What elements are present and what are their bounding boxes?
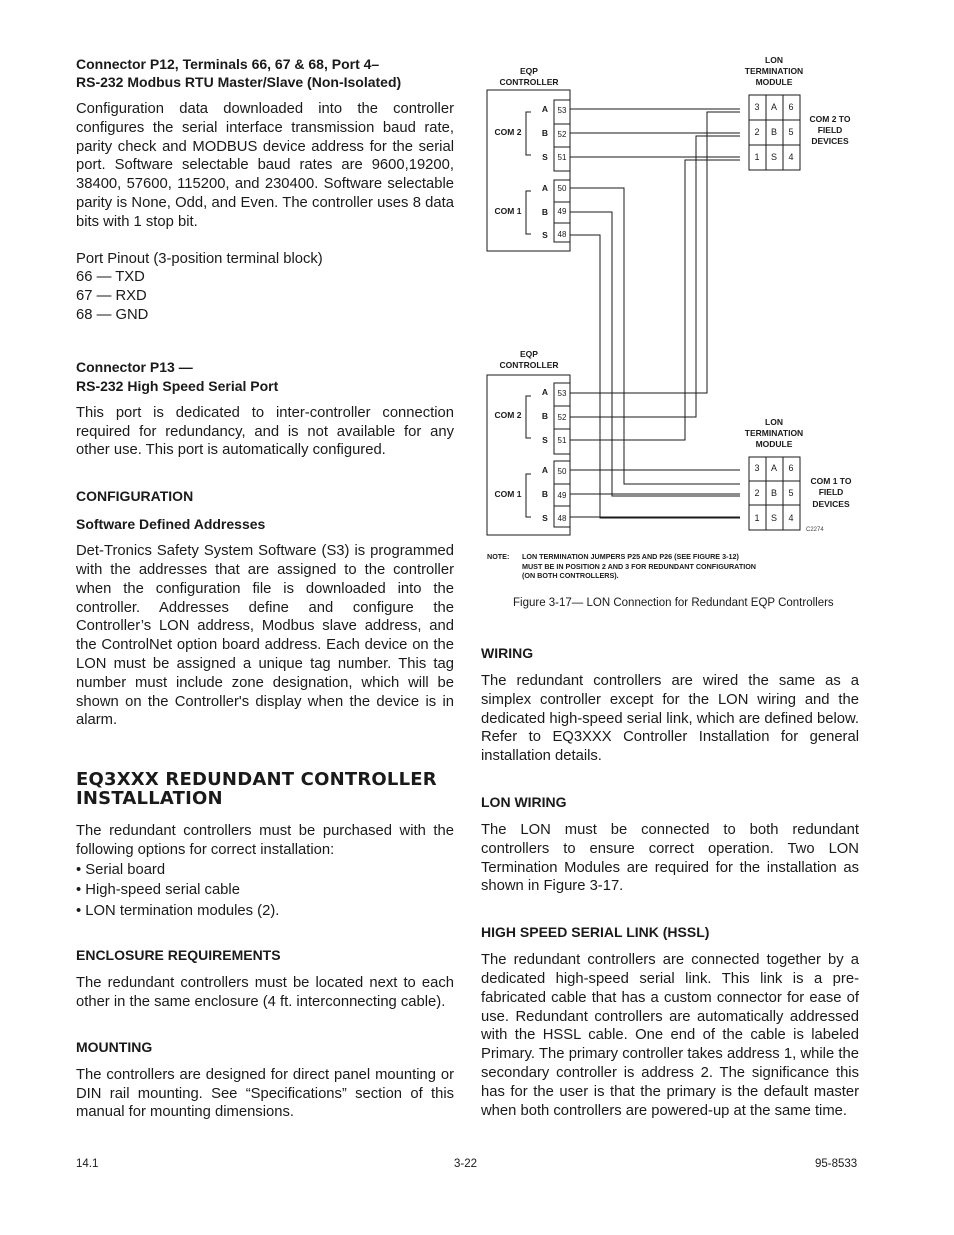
configuration-heading: CONFIGURATION [76, 488, 194, 505]
field-top-2: FIELD [817, 125, 843, 135]
pinout-gnd: 68 — GND [76, 306, 149, 323]
terminal-number: 53 [557, 106, 567, 115]
hssl-heading: HIGH SPEED SERIAL LINK (HSSL) [481, 924, 710, 941]
footer-revision: 14.1 [76, 1158, 99, 1170]
field-top-1: COM 2 TO [809, 114, 851, 124]
lon-cell: 3 [754, 463, 760, 473]
eqp-top-label-1: EQP [520, 66, 538, 76]
field-bottom-2: FIELD [818, 487, 844, 497]
p12-heading-line2: RS-232 Modbus RTU Master/Slave (Non-Isolated) [76, 74, 402, 90]
footer-document-number: 95-8533 [815, 1158, 858, 1170]
lon-wiring-figure [480, 50, 880, 585]
figure-code: C2274 [806, 527, 824, 533]
section-title-line2: INSTALLATION [76, 788, 223, 810]
terminal-number: 50 [557, 184, 567, 193]
pin-label: S [542, 513, 548, 523]
pinout-txd: 66 — TXD [76, 269, 145, 286]
pin-label: S [542, 152, 548, 162]
lon-cell: A [770, 463, 778, 473]
lon-cell: 3 [754, 102, 760, 112]
right-column [481, 644, 859, 1120]
terminal-number: 48 [557, 230, 567, 239]
lon-cell: 4 [788, 513, 794, 523]
footer-page-number: 3-22 [454, 1158, 478, 1170]
lon-cell: S [770, 513, 778, 523]
lon-cell: 1 [754, 152, 760, 162]
p13-heading-line2: RS-232 High Speed Serial Port [76, 377, 279, 394]
com1-bottom-label: COM 1 [494, 489, 522, 499]
lon-cell: 6 [788, 102, 794, 112]
lon-bottom-title-1: LON [765, 417, 783, 427]
field-top-3: DEVICES [811, 136, 849, 146]
pin-label: S [542, 230, 548, 240]
com2-bottom-label: COM 2 [494, 410, 522, 420]
lon-cell: 2 [754, 488, 760, 498]
lon-cell: B [770, 488, 778, 498]
lon-cell: B [770, 127, 778, 137]
lon-wiring-body: The LON must be connected to both redundant controllers to ensure correct operation. Two LON Termination Modules are required for the installation as shown in Figure 3-17. [481, 821, 859, 895]
software-addresses-body: Det-Tronics Safety System Software (S3) is programmed with the addresses that are assigned to the controller when the configuration file is downloaded into the controller. Addresses define and configure the Controller’s LON address, Modbus slave address, and the ControlNet option board address. Each device on the LON must be assigned a unique tag number. This tag number must include zone designation, which will be shown on the Controller's display when the device is in alarm. [76, 543, 454, 729]
eqp-top-label-2: CONTROLLER [499, 77, 559, 87]
terminal-number: 51 [557, 153, 567, 162]
pinout-title: Port Pinout (3-position terminal block) [76, 250, 323, 267]
wiring-heading: WIRING [481, 645, 534, 661]
terminal-number: 51 [557, 436, 567, 445]
redundant-intro: The redundant controllers must be purchased with the following options for correct installation: [76, 823, 454, 858]
p12-body: Configuration data downloaded into the controller configures the serial interface transmission baud rate, parity check and MODBUS device address for the serial port. Software selectable baud rates are 9600,19200, 38400, 57600, 115200, and 230400. Software selectable parity is None, Odd, and Even. The controller uses 8 data bits with 1 stop bit. [76, 101, 454, 230]
pin-label: S [542, 435, 548, 445]
lon-top-title-2: TERMINATION [744, 66, 804, 76]
lon-cell: 1 [754, 513, 760, 523]
lon-cell: 5 [788, 127, 794, 137]
lon-top-title-1: LON [765, 55, 783, 65]
lon-cell: 6 [788, 463, 794, 473]
terminal-number: 52 [557, 130, 567, 139]
pin-label: B [541, 489, 549, 499]
field-bottom-1: COM 1 TO [810, 476, 852, 486]
pin-label: A [541, 387, 549, 397]
software-addresses-heading: Software Defined Addresses [76, 516, 266, 533]
terminal-number: 49 [557, 207, 567, 216]
wiring-body: The redundant controllers are wired the same as a simplex controller except for the LON wiring and the dedicated high-speed serial link, which are defined below. Refer to EQ3XXX Controller Installation for general installation details. [481, 673, 859, 765]
note-label: NOTE: [487, 552, 510, 561]
pin-label: B [541, 128, 549, 138]
mounting-body: The controllers are designed for direct panel mounting or DIN rail mounting. See “Specifications” section of this manual for mounting dimensions. [76, 1066, 454, 1121]
section-title-line1: EQ3XXX REDUNDANT CONTROLLER [76, 769, 437, 791]
eqp-bottom-label-1: EQP [520, 349, 538, 359]
p13-heading-line1: Connector P13 — [76, 358, 193, 375]
lon-cell: 5 [788, 488, 794, 498]
lon-cell: S [770, 152, 778, 162]
enclosure-body: The redundant controllers must be located next to each other in the same enclosure (4 ft. interconnecting cable). [76, 975, 454, 1011]
note-line-2: MUST BE IN POSITION 2 AND 3 FOR REDUNDANT CONFIGURATION [522, 562, 756, 571]
left-column [76, 55, 454, 1122]
terminal-number: 48 [557, 514, 567, 523]
p12-heading-line1: Connector P12, Terminals 66, 67 & 68, Port 4– [76, 56, 380, 72]
pin-label: A [541, 104, 549, 114]
lon-top-title-3: MODULE [755, 77, 793, 87]
terminal-number: 49 [557, 491, 567, 500]
p13-body: This port is dedicated to inter-controller connection required for redundancy, and is not available for any other use. This port is automatically configured. [76, 404, 454, 459]
note-line-1: LON TERMINATION JUMPERS P25 AND P26 (SEE FIGURE 3-12) [522, 552, 739, 561]
mounting-heading: MOUNTING [76, 1038, 153, 1055]
pin-label: A [541, 465, 549, 475]
terminal-number: 50 [557, 467, 567, 476]
com2-top-label: COM 2 [494, 127, 522, 137]
lon-cell: 4 [788, 152, 794, 162]
pinout-rxd: 67 — RXD [76, 288, 147, 305]
enclosure-heading: ENCLOSURE REQUIREMENTS [76, 947, 281, 964]
terminal-number: 52 [557, 413, 567, 422]
bullet-lon-modules: • LON termination modules (2). [76, 902, 280, 919]
eqp-controller-bottom-box [487, 375, 570, 535]
lon-cell: 2 [754, 127, 760, 137]
lon-bottom-title-2: TERMINATION [744, 428, 804, 438]
lon-wiring-heading: LON WIRING [481, 793, 567, 810]
note-line-3: (ON BOTH CONTROLLERS). [522, 571, 619, 580]
lon-cell: A [770, 102, 778, 112]
eqp-bottom-label-2: CONTROLLER [499, 360, 559, 370]
com1-top-label: COM 1 [494, 206, 522, 216]
pin-label: A [541, 183, 549, 193]
bullet-serial-board: • Serial board [76, 861, 166, 878]
pin-label: B [541, 411, 549, 421]
hssl-body: The redundant controllers are connected together by a dedicated high-speed serial link. This link is a pre-fabricated cable that has a custom connector for ease of use. Redundant controllers are automatically addressed with the HSSL cable. One end of the cable is labeled Primary. The primary controller takes address 1, while the secondary controller is address 2. The significance this has for the user is that the primary is the default master when both controllers are powered-up at the same time. [481, 952, 859, 1119]
field-bottom-3: DEVICES [812, 499, 850, 509]
lon-bottom-title-3: MODULE [755, 439, 793, 449]
bullet-hssl-cable: • High-speed serial cable [76, 882, 240, 899]
figure-caption: Figure 3-17— LON Connection for Redundant EQP Controllers [513, 597, 834, 609]
terminal-number: 53 [557, 389, 567, 398]
pin-label: B [541, 207, 549, 217]
